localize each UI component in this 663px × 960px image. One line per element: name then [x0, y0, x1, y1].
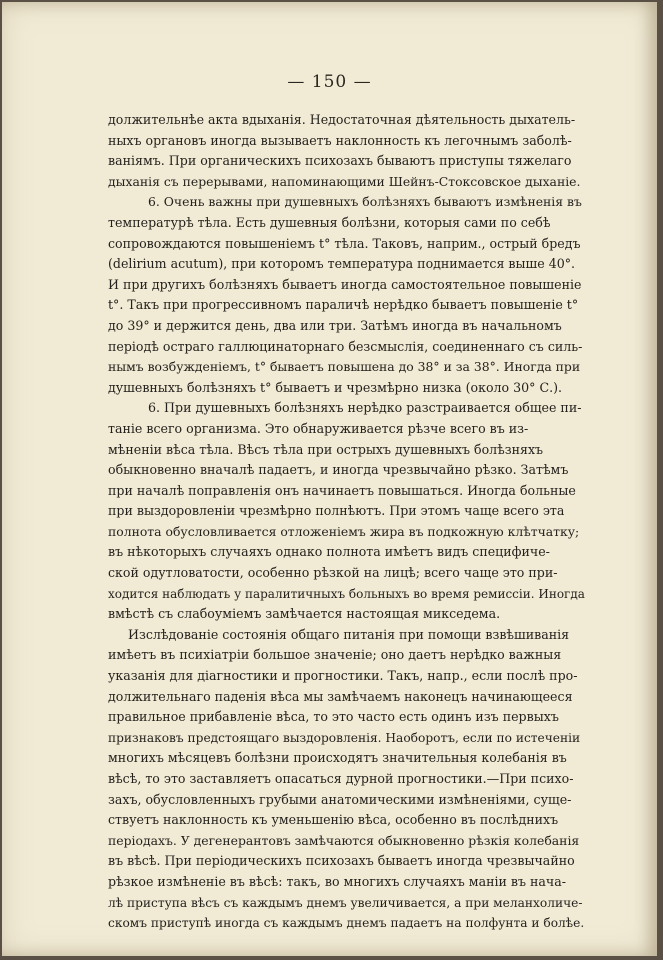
- text-line: скомъ приступѣ иногда съ каждымъ днемъ падаетъ на полфунта и болѣе.: [108, 916, 585, 931]
- text-line: въ вѣсѣ. При періодическихъ психозахъ бываетъ иногда чрезвычайно: [108, 853, 575, 869]
- text-line: И при другихъ болѣзняхъ бываетъ иногда самостоятельное повышеніе: [108, 276, 582, 292]
- text-line: душевныхъ болѣзняхъ t° бываетъ и чрезмѣрно низка (около 30° С.).: [108, 379, 563, 395]
- text-line: указанія для діагностики и прогностики. Такъ, напр., если послѣ про-: [108, 668, 578, 684]
- paragraph-start-line: 6. При душевныхъ болѣзняхъ нерѣдко разстраивается общее пи-: [148, 400, 582, 416]
- text-line: признаковъ предстоящаго выздоровленія. Наоборотъ, если по истеченіи: [108, 730, 581, 745]
- text-line: нымъ возбужденіемъ, t° бываетъ повышена до 38° и за 38°. Иногда при: [108, 359, 581, 375]
- page-number: — 150 —: [287, 72, 372, 92]
- text-line: вѣсѣ, то это заставляетъ опасаться дурной прогностики.—При психо-: [108, 771, 574, 786]
- text-line: (delirium acutum), при которомъ температура поднимается выше 40°.: [108, 256, 576, 272]
- text-line: дыханія съ перерывами, напоминающими Шейнъ-Стоксовское дыханіе.: [108, 173, 581, 189]
- text-line: ваніямъ. При органическихъ психозахъ бываютъ приступы тяжелаго: [108, 153, 572, 169]
- text-line: періодѣ остраго галлюцинаторнаго безсмыслія, соединеннаго съ силь-: [108, 338, 583, 354]
- text-line: правильное прибавленіе вѣса, то это часто есть одинъ изъ первыхъ: [108, 709, 559, 725]
- text-line: ской одутловатости, особенно рѣзкой на лицѣ; всего чаще это при-: [108, 565, 558, 581]
- text-line: въ нѣкоторыхъ случаяхъ однако полнота имѣетъ видъ специфиче-: [108, 544, 550, 560]
- paragraph-start-line: 6. Очень важны при душевныхъ болѣзняхъ бываютъ измѣненія въ: [148, 194, 582, 210]
- text-line: обыкновенно вначалѣ падаетъ, и иногда чрезвычайно рѣзко. Затѣмъ: [108, 462, 569, 478]
- text-line: должительнѣе акта вдыханія. Недостаточная дѣятельность дыхатель-: [108, 112, 576, 127]
- text-line: лѣ приступа вѣсъ съ каждымъ днемъ увеличивается, а при меланхоличе-: [108, 895, 583, 910]
- text-line: при выздоровленіи чрезмѣрно полнѣютъ. При этомъ чаще всего эта: [108, 503, 565, 519]
- text-line: рѣзкое измѣненіе въ вѣсѣ: такъ, во многихъ случаяхъ маніи въ нача-: [108, 873, 566, 889]
- text-line: многихъ мѣсяцевъ болѣзни происходятъ значительныя колебанія въ: [108, 750, 567, 766]
- paragraph-start-line: Изслѣдованіе состоянія общаго питанія при помощи взвѣшиванія: [128, 626, 570, 642]
- text-line: должительнаго паденія вѣса мы замѣчаемъ наконецъ начинающееся: [108, 688, 573, 704]
- text-line: полнота обусловливается отложеніемъ жира въ подкожную клѣтчатку;: [108, 523, 580, 539]
- text-line: мѣненіи вѣса тѣла. Вѣсъ тѣла при острыхъ душевныхъ болѣзняхъ: [108, 441, 544, 457]
- text-line: ствуетъ наклонность къ уменьшенію вѣса, особенно въ послѣднихъ: [108, 812, 559, 828]
- text-line: при началѣ поправленія онъ начинаетъ повышаться. Иногда больные: [108, 482, 576, 498]
- text-line: захъ, обусловленныхъ грубыми анатомическими измѣненіями, суще-: [108, 791, 572, 807]
- text-line: t°. Такъ при прогрессивномъ параличѣ нерѣдко бываетъ повышеніе t°: [108, 297, 579, 313]
- text-line: сопровождаются повышеніемъ t° тѣла. Таковъ, наприм., острый бредъ: [108, 235, 581, 251]
- text-line: температурѣ тѣла. Есть душевныя болѣзни, которыя сами по себѣ: [108, 214, 551, 230]
- text-line: до 39° и держится день, два или три. Затѣмъ иногда въ начальномъ: [108, 317, 562, 333]
- text-line: имѣетъ въ психіатріи большое значеніе; оно даетъ нерѣдко важныя: [108, 647, 562, 663]
- text-line: ходится наблюдать у паралитичныхъ больныхъ во время ремиссіи. Иногда: [108, 586, 585, 601]
- book-page: [2, 2, 657, 956]
- text-line: вмѣстѣ съ слабоуміемъ замѣчается настоящая микседема.: [108, 606, 501, 622]
- text-line: періодахъ. У дегенерантовъ замѣчаются обыкновенно рѣзкія колебанія: [108, 832, 580, 848]
- text-line: таніе всего организма. Это обнаруживается рѣзче всего въ из-: [108, 420, 529, 436]
- page-body-text: [108, 110, 586, 934]
- text-line: ныхъ органовъ иногда вызываетъ наклонность къ легочнымъ заболѣ-: [108, 132, 572, 148]
